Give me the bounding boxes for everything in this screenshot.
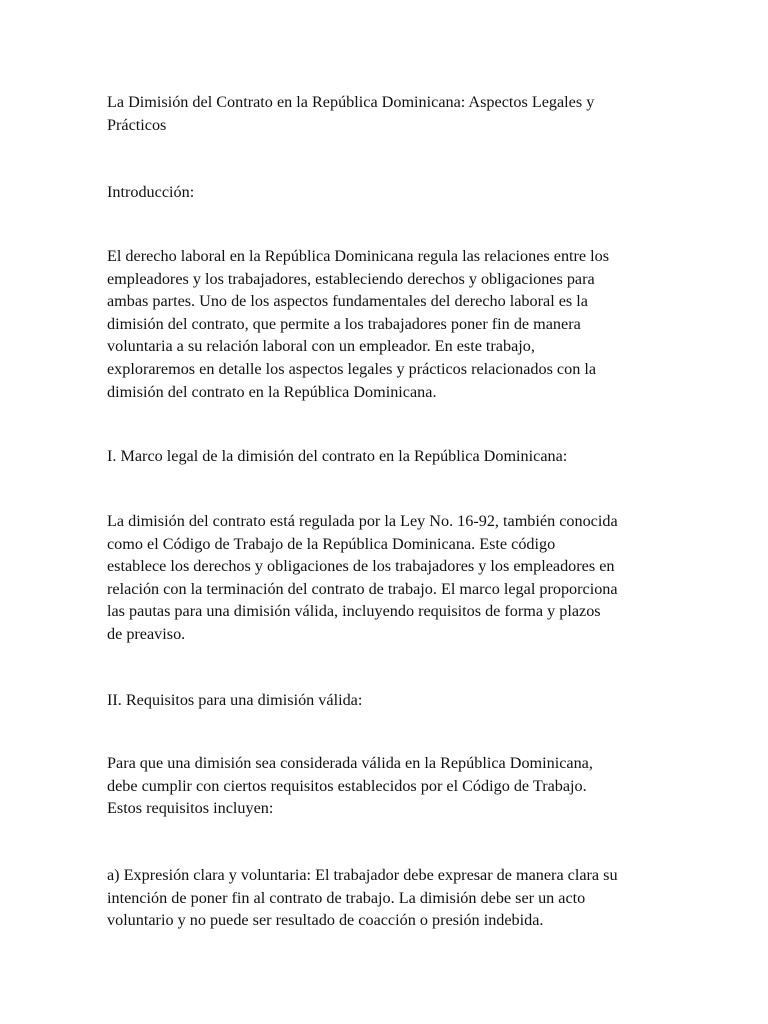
item-a-paragraph: a) Expresión clara y voluntaria: El trabajador debe expresar de manera clara su intención de poner fin al contrato de trabajo. La dimisión debe ser un acto voluntario y no puede ser resultado de coacción o presión indebida. [107,866,618,930]
intro-heading: Introducción: [107,183,195,201]
intro-paragraph: El derecho laboral en la República Dominicana regula las relaciones entre los empleadores y los trabajadores, estableciendo derechos y obligaciones para ambas partes. Uno de los aspectos fundamentales del derecho laboral es la dimisión del contrato, que permite a los trabajadores poner fin de manera voluntaria a su relación laboral con un empleador. En este trabajo, exploraremos en detalle los aspectos legales y prácticos relacionados con la dimisión del contrato en la República Dominicana. [107,247,610,401]
section-1-heading: I. Marco legal de la dimisión del contrato en la República Dominicana: [107,447,568,465]
section-1-paragraph: La dimisión del contrato está regulada por la Ley No. 16-92, también conocida como el Código de Trabajo de la República Dominicana. Este código establece los derechos y obligaciones de los trabajadores y los empleadores en relación con la terminación del contrato de trabajo. El marco legal proporciona las pautas para una dimisión válida, incluyendo requisitos de forma y plazos de preaviso. [107,512,618,643]
section-2-paragraph: Para que una dimisión sea considerada válida en la República Dominicana, debe cumplir con ciertos requisitos establecidos por el Código de Trabajo. Estos requisitos incluyen: [107,754,593,818]
section-2-heading: II. Requisitos para una dimisión válida: [107,691,363,709]
document-title: La Dimisión del Contrato en la República Dominicana: Aspectos Legales y Prácticos [107,93,595,134]
